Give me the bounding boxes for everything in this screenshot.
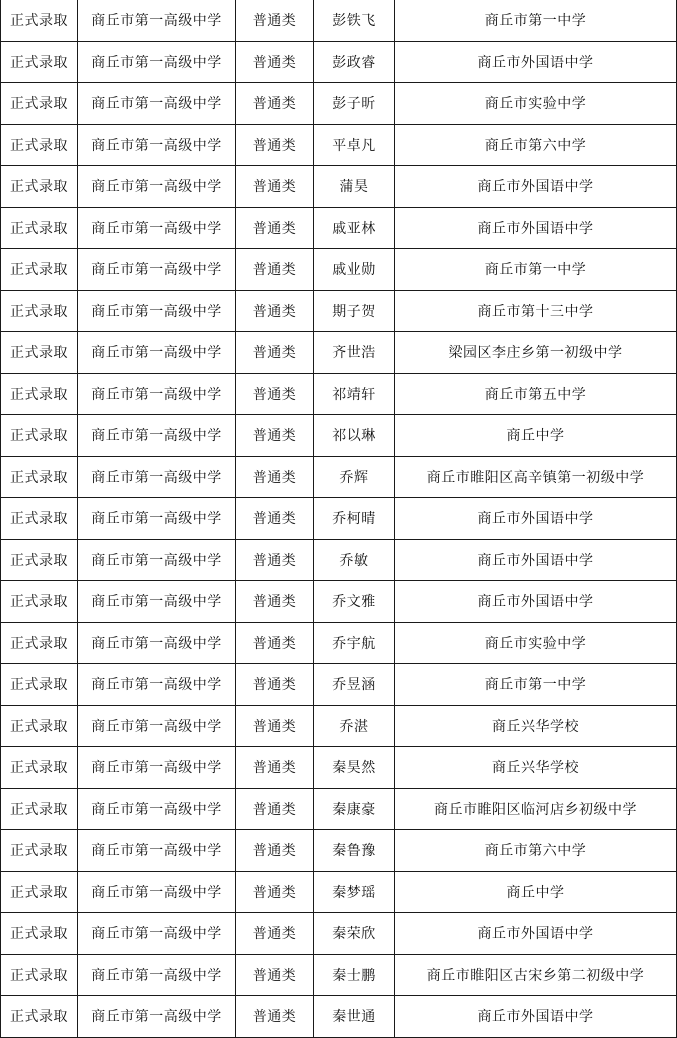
table-row — [1, 871, 677, 913]
student-name-cell: 乔湛 — [314, 705, 395, 747]
student-name-cell: 彭子昕 — [314, 83, 395, 125]
admitted-school-cell: 商丘市第一高级中学 — [78, 498, 236, 540]
origin-school-cell: 商丘市外国语中学 — [395, 498, 677, 540]
admission-type-cell: 普通类 — [236, 498, 314, 540]
table-row — [1, 913, 677, 955]
table-row — [1, 290, 677, 332]
origin-school-cell: 商丘市外国语中学 — [395, 539, 677, 581]
origin-school-cell: 商丘市实验中学 — [395, 83, 677, 125]
table-row — [1, 83, 677, 125]
table-row — [1, 0, 677, 41]
student-name-cell: 秦鲁豫 — [314, 830, 395, 872]
admitted-school-cell: 商丘市第一高级中学 — [78, 456, 236, 498]
admission-type-cell: 普通类 — [236, 913, 314, 955]
student-name-cell: 蒲昊 — [314, 166, 395, 208]
admitted-school-cell: 商丘市第一高级中学 — [78, 664, 236, 706]
origin-school-cell: 商丘市第一中学 — [395, 249, 677, 291]
student-name-cell: 秦士鹏 — [314, 954, 395, 996]
admission-status-cell: 正式录取 — [1, 373, 78, 415]
origin-school-cell: 商丘市第五中学 — [395, 373, 677, 415]
student-name-cell: 戚亚林 — [314, 207, 395, 249]
admitted-school-cell: 商丘市第一高级中学 — [78, 996, 236, 1038]
table-row — [1, 249, 677, 291]
origin-school-cell: 商丘市睢阳区临河店乡初级中学 — [395, 788, 677, 830]
student-name-cell: 秦世通 — [314, 996, 395, 1038]
admitted-school-cell: 商丘市第一高级中学 — [78, 539, 236, 581]
student-name-cell: 戚业勋 — [314, 249, 395, 291]
origin-school-cell: 商丘市实验中学 — [395, 622, 677, 664]
admission-type-cell: 普通类 — [236, 539, 314, 581]
admitted-school-cell: 商丘市第一高级中学 — [78, 747, 236, 789]
admission-type-cell: 普通类 — [236, 166, 314, 208]
student-name-cell: 乔柯晴 — [314, 498, 395, 540]
admission-type-cell: 普通类 — [236, 830, 314, 872]
student-name-cell: 秦梦瑶 — [314, 871, 395, 913]
origin-school-cell: 商丘市第六中学 — [395, 124, 677, 166]
student-name-cell: 彭政睿 — [314, 41, 395, 83]
table-row — [1, 581, 677, 623]
admission-type-cell: 普通类 — [236, 249, 314, 291]
admission-status-cell: 正式录取 — [1, 41, 78, 83]
student-name-cell: 乔敏 — [314, 539, 395, 581]
admission-type-cell: 普通类 — [236, 996, 314, 1038]
table-row — [1, 498, 677, 540]
admission-status-cell: 正式录取 — [1, 581, 78, 623]
admitted-school-cell: 商丘市第一高级中学 — [78, 41, 236, 83]
admission-status-cell: 正式录取 — [1, 415, 78, 457]
admission-status-cell: 正式录取 — [1, 664, 78, 706]
admission-status-cell: 正式录取 — [1, 166, 78, 208]
origin-school-cell: 商丘市第一中学 — [395, 0, 677, 41]
table-row — [1, 622, 677, 664]
table-row — [1, 747, 677, 789]
table-row — [1, 415, 677, 457]
origin-school-cell: 商丘市外国语中学 — [395, 166, 677, 208]
admission-type-cell: 普通类 — [236, 954, 314, 996]
origin-school-cell: 商丘市睢阳区古宋乡第二初级中学 — [395, 954, 677, 996]
student-name-cell: 乔文雅 — [314, 581, 395, 623]
admission-type-cell: 普通类 — [236, 83, 314, 125]
admitted-school-cell: 商丘市第一高级中学 — [78, 207, 236, 249]
table-row — [1, 705, 677, 747]
origin-school-cell: 商丘市外国语中学 — [395, 41, 677, 83]
admission-status-cell: 正式录取 — [1, 0, 78, 41]
admitted-school-cell: 商丘市第一高级中学 — [78, 83, 236, 125]
admission-status-cell: 正式录取 — [1, 913, 78, 955]
admission-status-cell: 正式录取 — [1, 622, 78, 664]
admission-type-cell: 普通类 — [236, 705, 314, 747]
student-name-cell: 乔辉 — [314, 456, 395, 498]
table-row — [1, 954, 677, 996]
origin-school-cell: 商丘市第六中学 — [395, 830, 677, 872]
origin-school-cell: 商丘市外国语中学 — [395, 581, 677, 623]
admitted-school-cell: 商丘市第一高级中学 — [78, 622, 236, 664]
admission-status-cell: 正式录取 — [1, 456, 78, 498]
admitted-school-cell: 商丘市第一高级中学 — [78, 415, 236, 457]
admitted-school-cell: 商丘市第一高级中学 — [78, 0, 236, 41]
admission-status-cell: 正式录取 — [1, 498, 78, 540]
origin-school-cell: 梁园区李庄乡第一初级中学 — [395, 332, 677, 374]
student-name-cell: 平卓凡 — [314, 124, 395, 166]
admission-status-cell: 正式录取 — [1, 124, 78, 166]
admission-type-cell: 普通类 — [236, 290, 314, 332]
admitted-school-cell: 商丘市第一高级中学 — [78, 124, 236, 166]
admission-status-cell: 正式录取 — [1, 954, 78, 996]
admission-type-cell: 普通类 — [236, 415, 314, 457]
origin-school-cell: 商丘市睢阳区高辛镇第一初级中学 — [395, 456, 677, 498]
table-row — [1, 41, 677, 83]
admitted-school-cell: 商丘市第一高级中学 — [78, 332, 236, 374]
student-name-cell: 乔昱涵 — [314, 664, 395, 706]
table-row — [1, 332, 677, 374]
table-row — [1, 788, 677, 830]
student-name-cell: 彭铁飞 — [314, 0, 395, 41]
admission-status-cell: 正式录取 — [1, 705, 78, 747]
admitted-school-cell: 商丘市第一高级中学 — [78, 166, 236, 208]
admission-type-cell: 普通类 — [236, 124, 314, 166]
admission-status-cell: 正式录取 — [1, 290, 78, 332]
student-name-cell: 秦荣欣 — [314, 913, 395, 955]
origin-school-cell: 商丘市外国语中学 — [395, 996, 677, 1038]
table-row — [1, 166, 677, 208]
admitted-school-cell: 商丘市第一高级中学 — [78, 788, 236, 830]
origin-school-cell: 商丘兴华学校 — [395, 705, 677, 747]
admitted-school-cell: 商丘市第一高级中学 — [78, 373, 236, 415]
student-name-cell: 秦康豪 — [314, 788, 395, 830]
admission-type-cell: 普通类 — [236, 207, 314, 249]
student-name-cell: 齐世浩 — [314, 332, 395, 374]
admitted-school-cell: 商丘市第一高级中学 — [78, 290, 236, 332]
admitted-school-cell: 商丘市第一高级中学 — [78, 581, 236, 623]
student-name-cell: 秦昊然 — [314, 747, 395, 789]
admission-status-cell: 正式录取 — [1, 830, 78, 872]
admitted-school-cell: 商丘市第一高级中学 — [78, 249, 236, 291]
origin-school-cell: 商丘市外国语中学 — [395, 913, 677, 955]
admission-status-cell: 正式录取 — [1, 207, 78, 249]
origin-school-cell: 商丘市第一中学 — [395, 664, 677, 706]
admission-type-cell: 普通类 — [236, 747, 314, 789]
origin-school-cell: 商丘中学 — [395, 415, 677, 457]
admission-table-body — [1, 0, 677, 1037]
admitted-school-cell: 商丘市第一高级中学 — [78, 871, 236, 913]
table-row — [1, 830, 677, 872]
admission-type-cell: 普通类 — [236, 41, 314, 83]
origin-school-cell: 商丘中学 — [395, 871, 677, 913]
table-row — [1, 456, 677, 498]
admission-type-cell: 普通类 — [236, 622, 314, 664]
admission-type-cell: 普通类 — [236, 788, 314, 830]
admitted-school-cell: 商丘市第一高级中学 — [78, 913, 236, 955]
origin-school-cell: 商丘市外国语中学 — [395, 207, 677, 249]
origin-school-cell: 商丘市第十三中学 — [395, 290, 677, 332]
admitted-school-cell: 商丘市第一高级中学 — [78, 705, 236, 747]
origin-school-cell: 商丘兴华学校 — [395, 747, 677, 789]
table-row — [1, 207, 677, 249]
student-name-cell: 祁靖轩 — [314, 373, 395, 415]
table-row — [1, 373, 677, 415]
admission-type-cell: 普通类 — [236, 332, 314, 374]
admission-status-cell: 正式录取 — [1, 249, 78, 291]
student-name-cell: 祁以琳 — [314, 415, 395, 457]
admission-type-cell: 普通类 — [236, 664, 314, 706]
admitted-school-cell: 商丘市第一高级中学 — [78, 954, 236, 996]
admission-status-cell: 正式录取 — [1, 871, 78, 913]
admission-status-cell: 正式录取 — [1, 83, 78, 125]
admission-status-cell: 正式录取 — [1, 788, 78, 830]
admission-type-cell: 普通类 — [236, 581, 314, 623]
table-row — [1, 539, 677, 581]
table-row — [1, 664, 677, 706]
admission-type-cell: 普通类 — [236, 0, 314, 41]
admission-type-cell: 普通类 — [236, 871, 314, 913]
student-name-cell: 期子贺 — [314, 290, 395, 332]
student-name-cell: 乔宇航 — [314, 622, 395, 664]
admission-type-cell: 普通类 — [236, 456, 314, 498]
admission-status-cell: 正式录取 — [1, 539, 78, 581]
admission-status-cell: 正式录取 — [1, 747, 78, 789]
admission-status-cell: 正式录取 — [1, 996, 78, 1038]
table-row — [1, 124, 677, 166]
admitted-school-cell: 商丘市第一高级中学 — [78, 830, 236, 872]
admission-type-cell: 普通类 — [236, 373, 314, 415]
admission-status-cell: 正式录取 — [1, 332, 78, 374]
table-row — [1, 996, 677, 1038]
